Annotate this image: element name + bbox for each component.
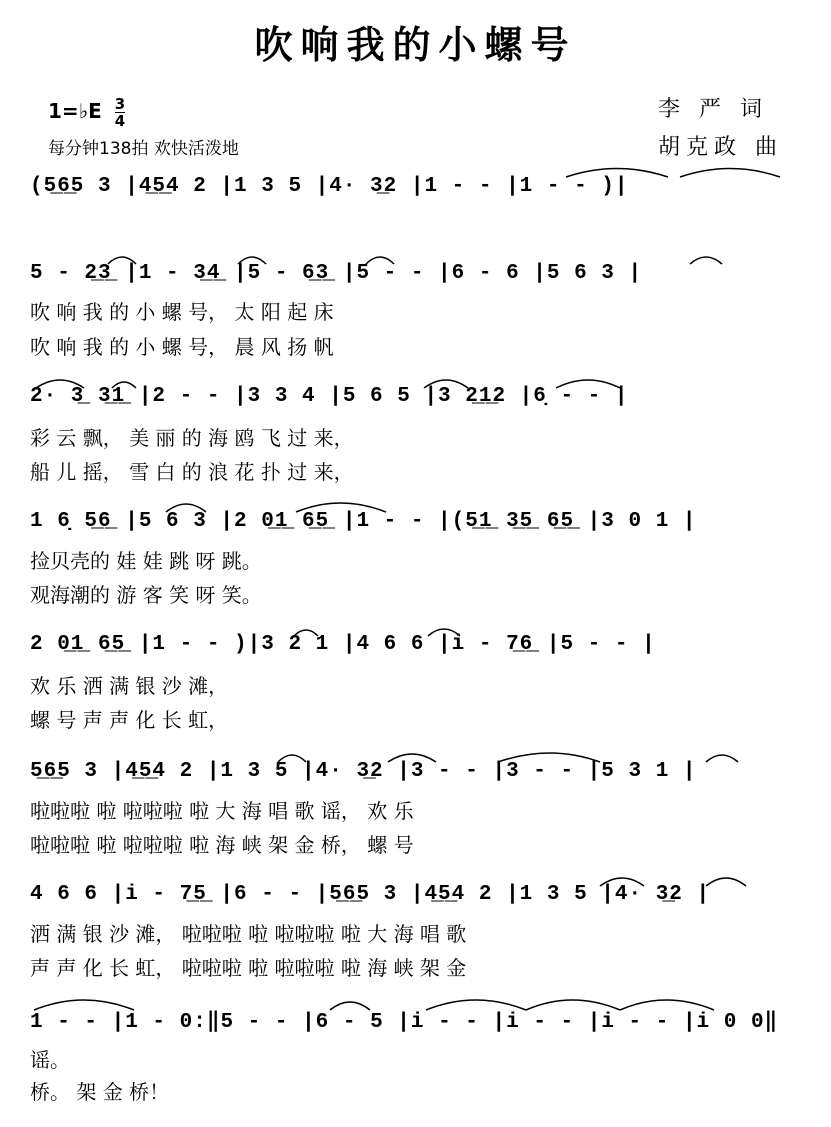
lyricist-credit: 李 严 词 [658,97,768,122]
notation-line: 1 6̣ 5̲6̲ |5 6 3 |2 0̲1̲ 6̲5̲ |1 - - |(5̲1̲ 3̲5̲ 6̲5̲ |3 0 1 | [30,510,697,533]
composer-credit: 胡克政 曲 [658,135,783,160]
notation-line: 5 - 2̲3̲ |1 - 3̲4̲ |5 - 6̲3̲ |5 - - |6 - 6 |5 6 3 | [30,262,643,285]
lyric-line: 欢 乐 洒 满 银 沙 滩， [30,674,229,698]
notation-line: 2· 3̲ 3̲1̲ |2 - - |3 3 4 |5 6 5 |3 2̲1̲2 |6̣ - - | [30,385,629,408]
lyric-line: 吹 响 我 的 小 螺 号， 晨 风 扬 帆 [30,335,334,359]
notation-line: 1 - - |1 - 0:‖5 - - |6 - 5 |i - - |i - - |i - - |i 0 0‖ [30,1011,779,1034]
key-flat: ♭E [78,99,102,123]
lyric-line: 吹 响 我 的 小 螺 号， 太 阳 起 床 [30,300,334,324]
lyric-line: 船 儿 摇， 雪 白 的 浪 花 扑 过 来， [30,460,354,484]
notation-line: (5̲6̲5 3 |4̲5̲4 2 |1 3 5 |4· 3̲2 |1 - - |1 - - )| [30,175,629,198]
lyric-line: 捡贝壳的 娃 娃 跳 呀 跳。 [30,549,262,573]
lyric-line: 啦啦啦 啦 啦啦啦 啦 大 海 唱 歌 谣， 欢 乐 [30,799,414,823]
notation-line: 4 6 6 |i - 7̲5̲ |6 - - |5̲6̲5 3 |4̲5̲4 2 |1 3 5 |4· 3̲2 | [30,883,711,906]
key-prefix: 1= [48,99,79,123]
time-top: 3 [114,95,126,113]
song-title: 吹响我的小螺号 [254,22,577,67]
notation-line: 5̲6̲5 3 |4̲5̲4 2 |1 3 5 |4· 3̲2 |3 - - |3 - - |5 3 1 | [30,760,697,783]
lyric-line: 声 声 化 长 虹， 啦啦啦 啦 啦啦啦 啦 海 峡 架 金 [30,956,467,980]
lyric-line: 桥。 架 金 桥！ [30,1080,170,1104]
lyric-line: 螺 号 声 声 化 长 虹， [30,708,229,732]
lyric-line: 洒 满 银 沙 滩， 啦啦啦 啦 啦啦啦 啦 大 海 唱 歌 [30,922,467,946]
lyric-line: 谣。 [30,1048,70,1072]
time-bottom: 4 [114,112,126,130]
lyric-line: 啦啦啦 啦 啦啦啦 啦 海 峡 架 金 桥， 螺 号 [30,833,414,857]
notation-line: 2 0̲1̲ 6̲5̲ |1 - - )|3 2 1 |4 6 6 |i - 7̲6̲ |5 - - | [30,633,656,656]
lyric-line: 观海潮的 游 客 笑 呀 笑。 [30,583,262,607]
tempo-marking: 每分钟138拍 欢快活泼地 [48,139,239,159]
lyric-line: 彩 云 飘， 美 丽 的 海 鸥 飞 过 来， [30,426,354,450]
